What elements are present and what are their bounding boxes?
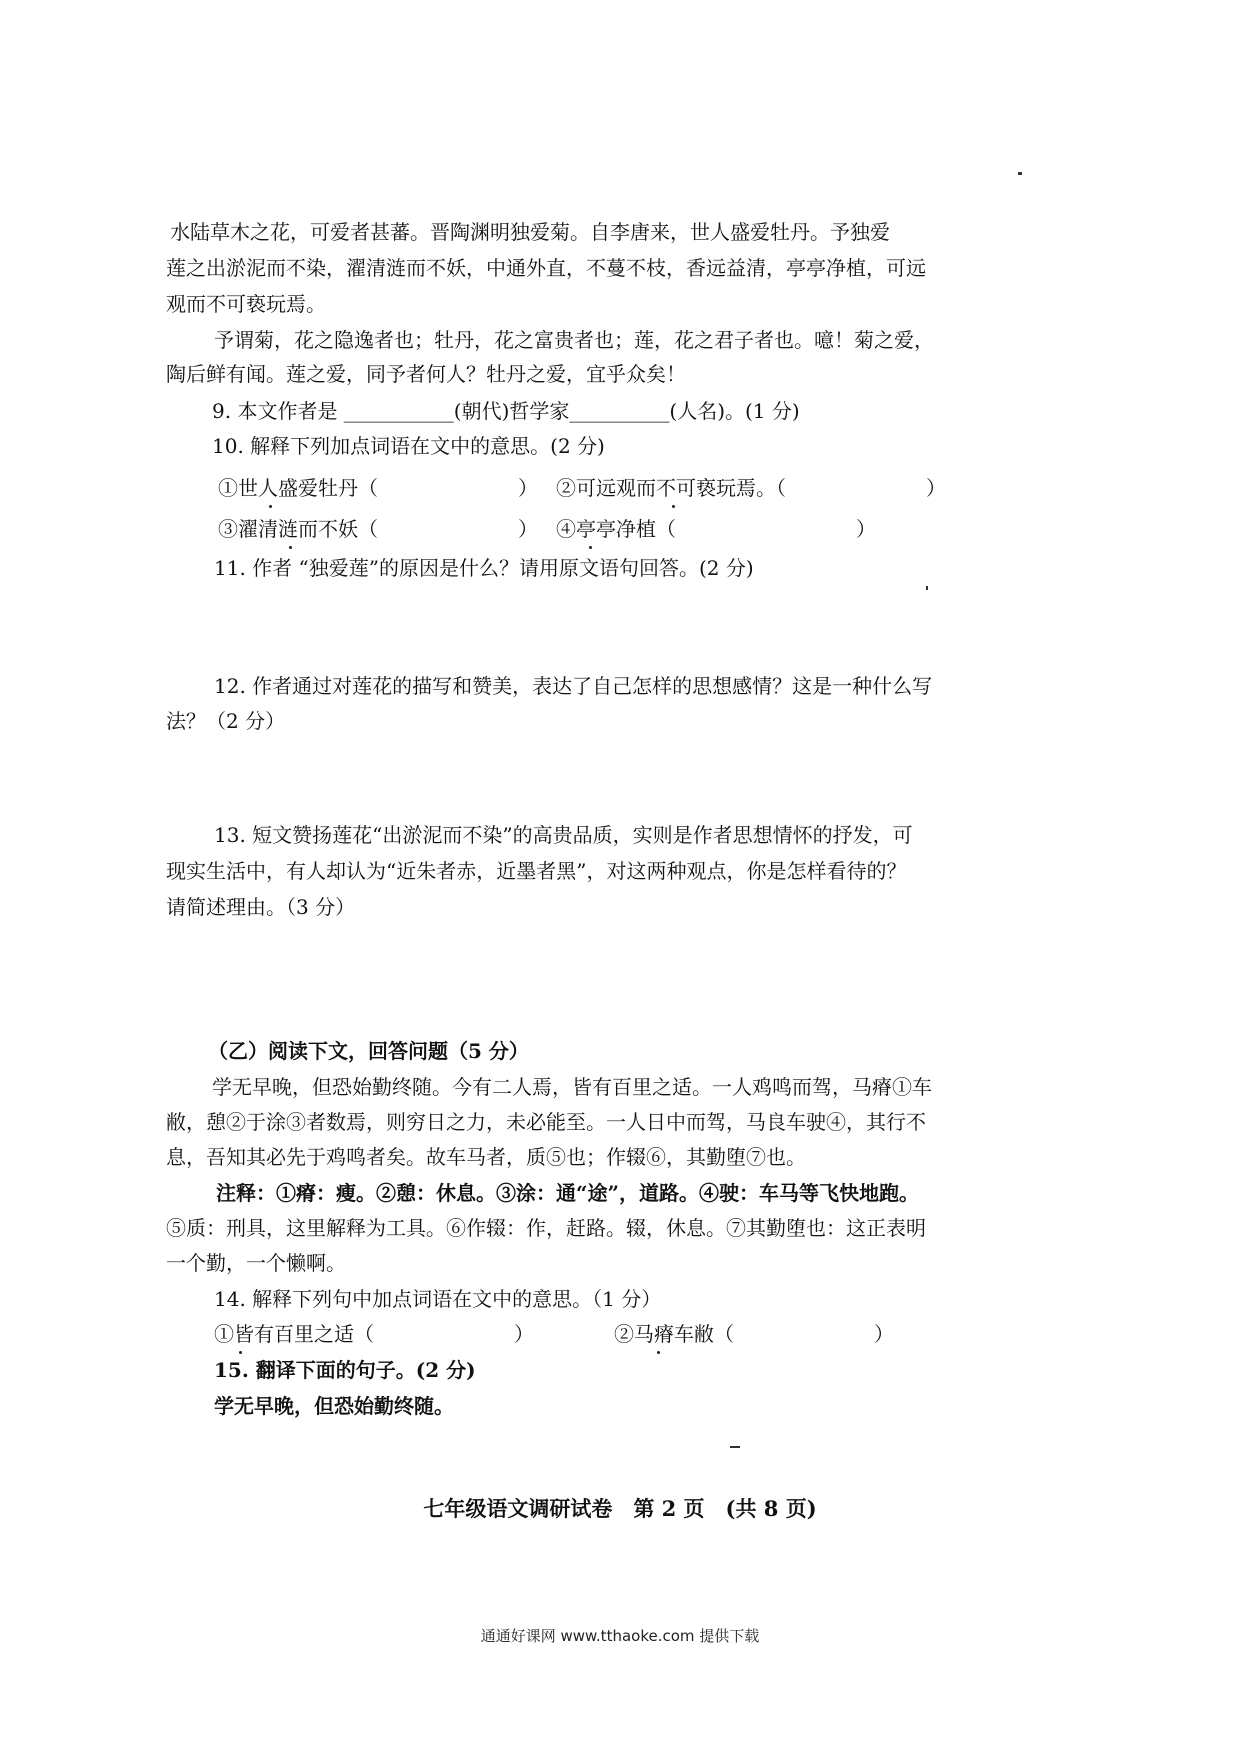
scan-speck	[1018, 172, 1022, 175]
passage-line: 观而不可亵玩焉。	[166, 292, 326, 316]
emphasis-dot	[657, 1351, 660, 1354]
passage-line: 陶后鲜有闻。莲之爱，同予者何人？牡丹之爱，宜乎众矣！	[166, 362, 686, 386]
scan-speck	[730, 1446, 740, 1448]
q10-item-d: ④亭亭净植（ ）	[556, 517, 876, 541]
question-12-cont: 法？（2 分）	[166, 709, 286, 733]
passage-line: 莲之出淤泥而不染，濯清涟而不妖，中通外直，不蔓不枝，香远益清，亭亭净植，可远	[166, 256, 926, 280]
question-12: 12. 作者通过对莲花的描写和赞美，表达了自己怎样的思想感情？这是一种什么写	[214, 674, 933, 698]
emphasis-dot	[239, 1351, 242, 1354]
emphasis-dot	[672, 505, 675, 508]
emphasis-dot	[589, 546, 592, 549]
question-13-cont: 请简述理由。（3 分）	[166, 895, 356, 919]
emphasis-dot	[289, 546, 292, 549]
download-watermark: 通通好课网 www.tthaoke.com 提供下载	[480, 1627, 760, 1645]
q14-item-b: ②马瘠车敝（ ）	[614, 1322, 894, 1346]
question-15: 15. 翻译下面的句子。(2 分)	[214, 1358, 476, 1382]
passage-yi-line: 学无早晚，但恐始勤终随。今有二人焉，皆有百里之适。一人鸡鸣而驾，马瘠①车	[212, 1075, 932, 1099]
q10-item-b: ②可远观而不可亵玩焉。（ ）	[556, 476, 946, 500]
annotation-line: 一个勤，一个懒啊。	[166, 1251, 346, 1275]
passage-line: 水陆草木之花，可爱者甚蕃。晋陶渊明独爱菊。自李唐来，世人盛爱牡丹。予独爱	[170, 220, 890, 244]
passage-yi-line: 敝，憩②于涂③者数焉，则穷日之力，未必能至。一人日中而驾，马良车驶④，其行不	[166, 1110, 926, 1134]
annotation-line: 注释：①瘠：瘦。②憩：休息。③涂：通“途”，道路。④驶：车马等飞快地跑。	[216, 1181, 920, 1205]
question-9: 9. 本文作者是 ___________(朝代)哲学家__________(人名)。(1 分)	[212, 399, 800, 423]
q10-item-a: ①世人盛爱牡丹（ ）	[218, 476, 538, 500]
question-14: 14. 解释下列句中加点词语在文中的意思。（1 分）	[214, 1287, 662, 1311]
question-13-cont: 现实生活中，有人却认为“近朱者赤，近墨者黑”，对这两种观点，你是怎样看待的？	[166, 859, 907, 883]
question-10: 10. 解释下列加点词语在文中的意思。(2 分)	[212, 434, 605, 458]
question-11: 11. 作者 “独爱莲”的原因是什么？请用原文语句回答。(2 分)	[214, 556, 754, 580]
translation-sentence: 学无早晚，但恐始勤终随。	[214, 1394, 454, 1418]
scan-speck	[926, 586, 928, 590]
q14-item-a: ①皆有百里之适（ ）	[214, 1322, 534, 1346]
passage-yi-line: 息，吾知其必先于鸡鸣者矣。故车马者，质⑤也；作辍⑥，其勤堕⑦也。	[166, 1145, 806, 1169]
q10-item-c: ③濯清涟而不妖（ ）	[218, 517, 538, 541]
section-yi-heading: （乙）阅读下文，回答问题（5 分）	[208, 1039, 529, 1063]
annotation-line: ⑤质：刑具，这里解释为工具。⑥作辍：作，赶路。辍，休息。⑦其勤堕也：这正表明	[166, 1216, 926, 1240]
question-13: 13. 短文赞扬莲花“出淤泥而不染”的高贵品质，实则是作者思想情怀的抒发，可	[214, 823, 913, 847]
passage-line: 予谓菊，花之隐逸者也；牡丹，花之富贵者也；莲，花之君子者也。噫！菊之爱，	[214, 328, 934, 352]
emphasis-dot	[269, 505, 272, 508]
page-footer: 七年级语文调研试卷 第 2 页 (共 8 页)	[423, 1496, 817, 1521]
